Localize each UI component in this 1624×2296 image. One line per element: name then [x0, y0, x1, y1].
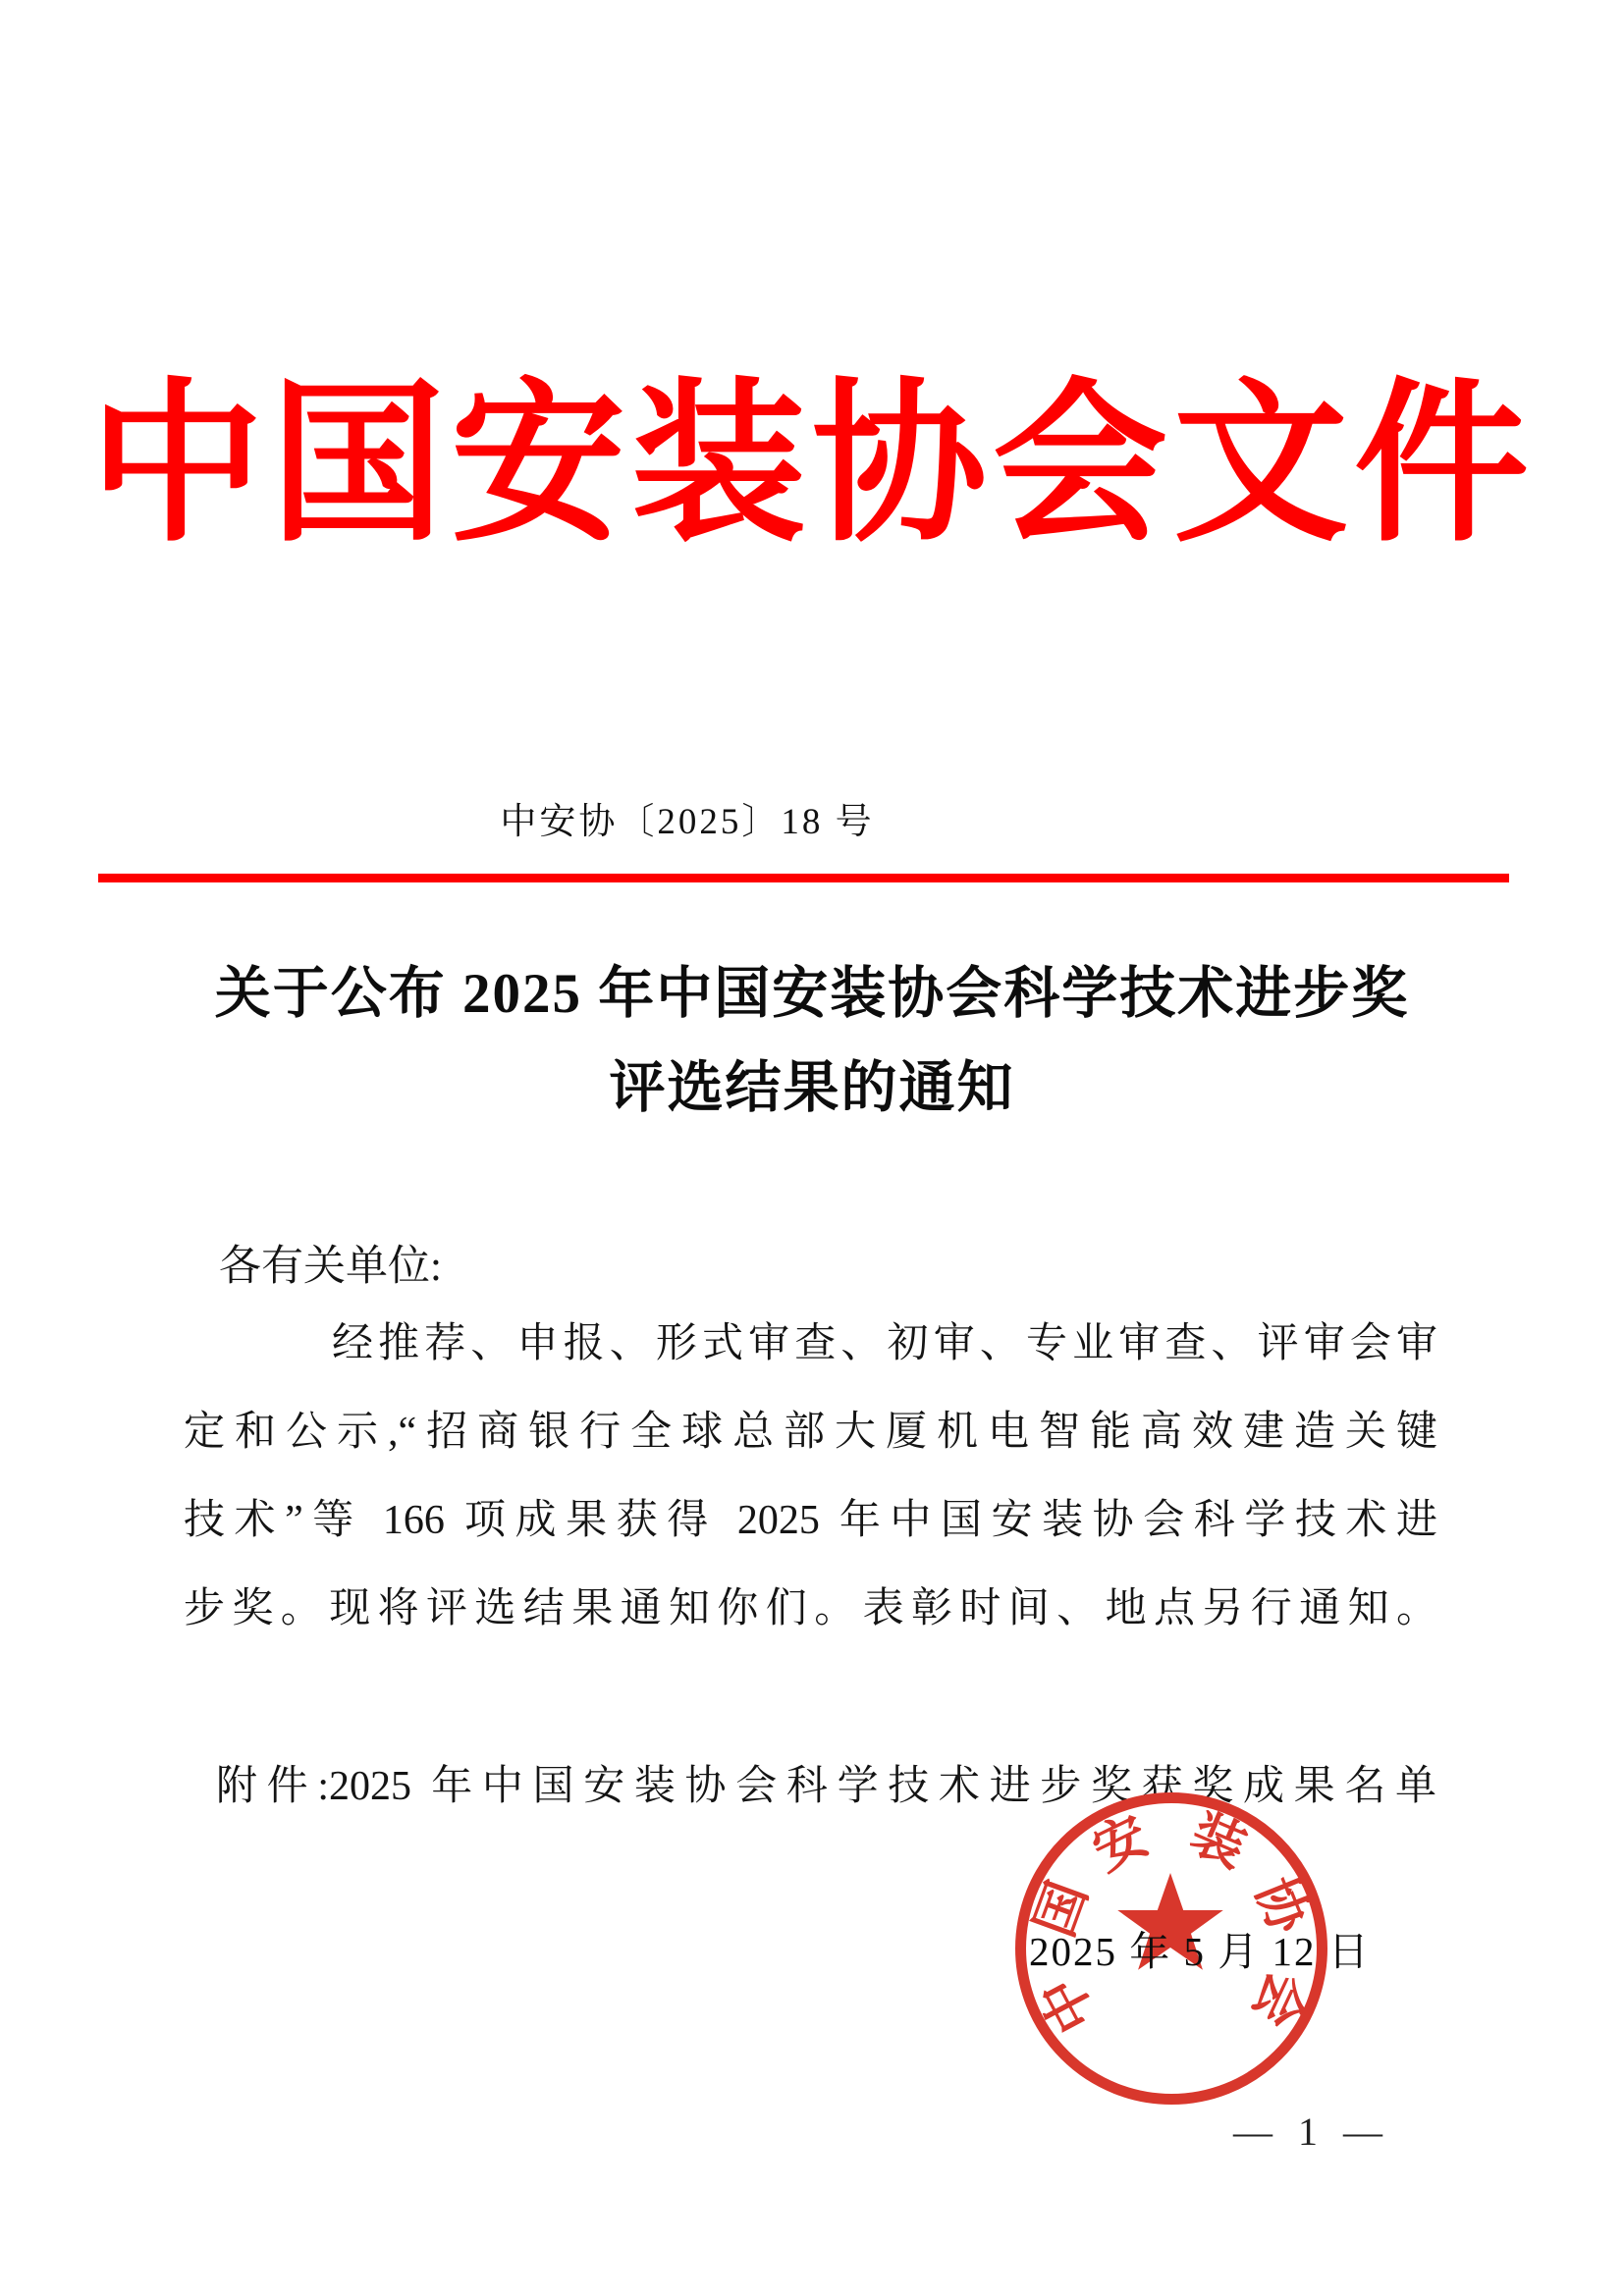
body-paragraph-line: 步奖。现将评选结果通知你们。表彰时间、地点另行通知。 [184, 1586, 1437, 1631]
masthead-title: 中国安装协会文件 [89, 368, 1535, 562]
seal-character: 会 [1241, 1962, 1318, 2036]
body-paragraph-line: 技术”等 166 项成果获得 2025 年中国安装协会科学技术进 [184, 1498, 1437, 1543]
issue-date: 2025 年 5 月 12 日 [1029, 1929, 1371, 1974]
body-paragraph-line: 定和公示,“招商银行全球总部大厦机电智能高效建造关键 [184, 1410, 1437, 1455]
red-separator-rule [98, 874, 1509, 882]
document-number: 中安协〔2025〕18 号 [500, 802, 875, 842]
seal-character: 装 [1182, 1803, 1255, 1879]
seal-character: 国 [1024, 1874, 1099, 1945]
notice-title-line1: 关于公布 2025 年中国安装协会科学技术进步奖 [214, 963, 1410, 1025]
notice-title-line2: 评选结果的通知 [609, 1057, 1015, 1119]
seal-character: 中 [1029, 1967, 1108, 2043]
seal-character: 协 [1244, 1869, 1320, 1942]
seal-character: 安 [1083, 1805, 1158, 1882]
attachment-line: 附件:2025 年中国安装协会科学技术进步奖获奖成果名单 [216, 1764, 1436, 1809]
body-paragraph-line: 经推荐、申报、形式审查、初审、专业审查、评审会审 [332, 1321, 1437, 1366]
page-number: — 1 — [1233, 2109, 1390, 2154]
salutation: 各有关单位: [219, 1244, 442, 1290]
